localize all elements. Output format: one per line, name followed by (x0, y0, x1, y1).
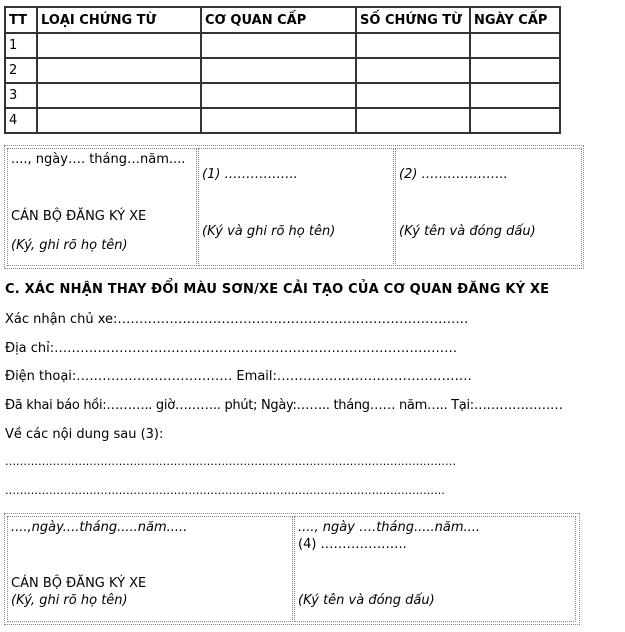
table-cell (201, 33, 356, 58)
table-cell (470, 83, 560, 108)
header-tt: TT (5, 7, 37, 33)
phone-email-line: Điện thoại:……………………………… Email:……………………………………… (5, 369, 472, 384)
table-cell (37, 108, 201, 133)
table-cell (37, 33, 201, 58)
table-cell (470, 108, 560, 133)
content-line: Về các nội dung sau (3): (5, 427, 164, 442)
agency-sign-note: (Ký tên và đóng dấu) (298, 593, 435, 608)
row-number: 4 (5, 108, 37, 133)
date-line-left: ....,ngày....tháng.....năm..... (11, 520, 188, 535)
owner-line: Xác nhận chủ xe:……………………………………………………………………… (5, 312, 469, 327)
reference-1: (1) …………….. (202, 167, 298, 182)
address-line: Địa chỉ:………………………………………………………………………………… (5, 341, 458, 356)
declared-line: Đã khai báo hồi:……….. giờ……….. phút; Ngày:…….. tháng…… năm….. Tại:………………… (5, 398, 563, 413)
table-cell (201, 58, 356, 83)
table-cell (356, 108, 470, 133)
date-line-right: ...., ngày ….tháng.....năm.... (298, 520, 481, 535)
reference-2: (2) ……………….. (399, 167, 508, 182)
sign-note-1: (Ký và ghi rõ họ tên) (202, 224, 336, 239)
header-document-type: LOẠI CHỨNG TỪ (37, 7, 201, 33)
signature-cell-1 (198, 148, 394, 266)
table-cell (201, 108, 356, 133)
table-row (5, 83, 560, 108)
row-number: 1 (5, 33, 37, 58)
row-number: 2 (5, 58, 37, 83)
date-line: ...., ngày…. tháng…năm.... (11, 152, 186, 167)
documents-table (4, 6, 561, 134)
table-cell (37, 58, 201, 83)
table-cell (37, 83, 201, 108)
header-issue-date: NGÀY CẤP (470, 7, 560, 33)
officer-signature-cell (7, 148, 197, 266)
sign-note-2: (Ký tên và đóng dấu) (399, 224, 536, 239)
dotted-line-1: …………………………………………………………………………………………………………… (5, 455, 456, 468)
dotted-line-2: ………………………………………………………………………………………………………… (5, 484, 445, 497)
reference-4: (4) ……………….. (298, 537, 407, 552)
header-issuing-agency: CƠ QUAN CẤP (201, 7, 356, 33)
table-cell (470, 58, 560, 83)
officer-signature-cell (7, 516, 293, 622)
header-document-number: SỐ CHỨNG TỪ (356, 7, 470, 33)
table-cell (356, 58, 470, 83)
signature-cell-2 (395, 148, 582, 266)
section-c-title: C. XÁC NHẬN THAY ĐỔI MÀU SƠN/XE CẢI TẠO CỦA CƠ QUAN ĐĂNG KÝ XE (5, 282, 550, 297)
table-row (5, 58, 560, 83)
table-row (5, 108, 560, 133)
row-number: 3 (5, 83, 37, 108)
signature-block-1 (4, 145, 584, 269)
signature-block-2 (4, 513, 580, 625)
table-header-row (5, 7, 560, 33)
officer-sign-note: (Ký, ghi rõ họ tên) (11, 593, 128, 608)
officer-title: CÁN BỘ ĐĂNG KÝ XE (11, 576, 147, 591)
table-cell (356, 83, 470, 108)
table-cell (470, 33, 560, 58)
table-cell (201, 83, 356, 108)
officer-sign-note: (Ký, ghi rõ họ tên) (11, 238, 128, 253)
table-cell (356, 33, 470, 58)
officer-title: CÁN BỘ ĐĂNG KÝ XE (11, 209, 147, 224)
agency-signature-cell (294, 516, 576, 622)
table-row (5, 33, 560, 58)
